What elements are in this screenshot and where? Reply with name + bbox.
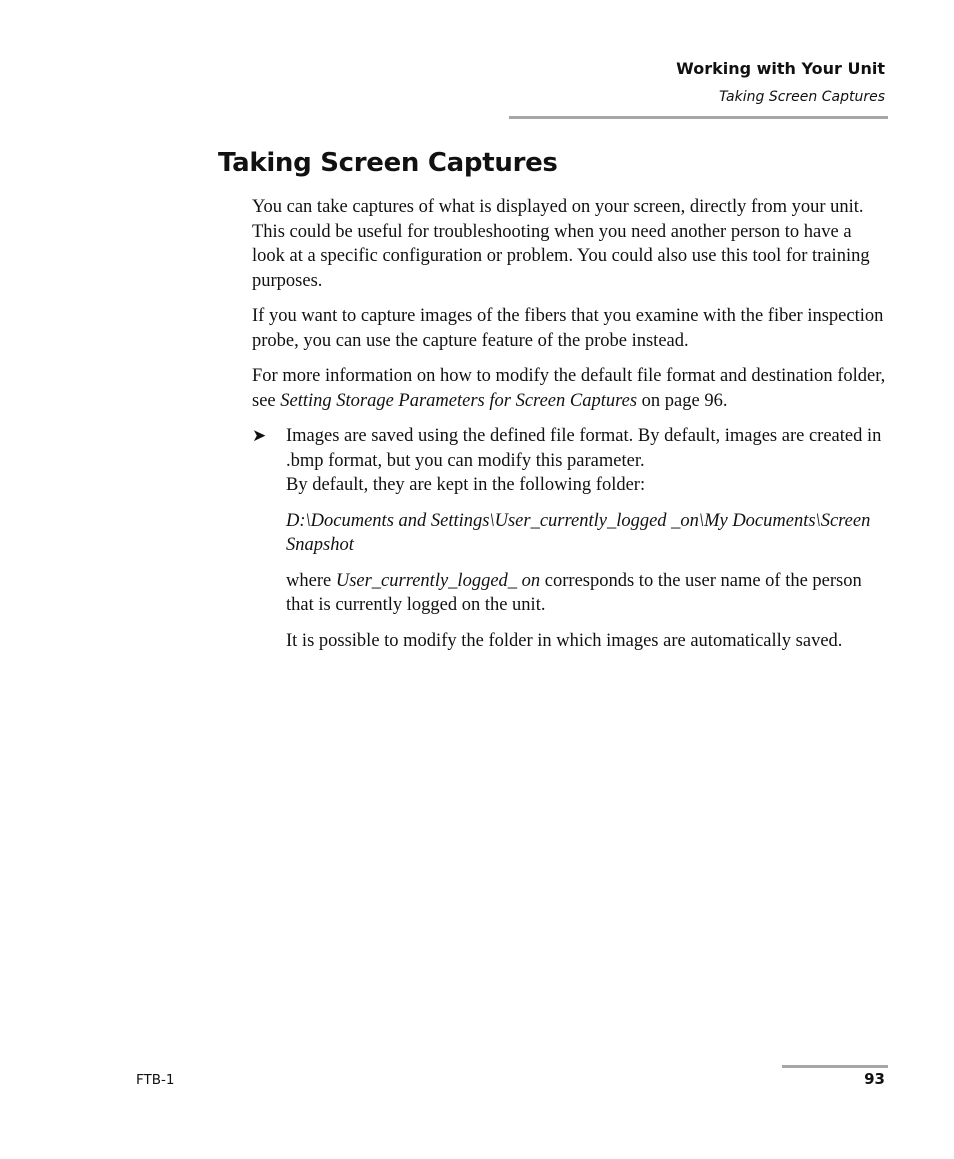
folder-path: D:\Documents and Settings\User_currently_logged _on\My Documents\Screen Snapshot <box>286 510 871 555</box>
where-paragraph <box>286 569 888 618</box>
body-content <box>252 195 888 664</box>
page-number: 93 <box>864 1070 885 1088</box>
more-info-text: For more information on how to modify the default file format and destination folder, see <box>252 366 886 411</box>
probe-paragraph: If you want to capture images of the fibers that you examine with the fiber inspection probe, you can use the capture feature of the probe instead. <box>252 306 884 351</box>
intro-paragraph: You can take captures of what is displayed on your screen, directly from your unit. This could be useful for troubleshooting when you need another person to have a look at a specific configuration or problem. You could also use this tool for training purposes. <box>252 197 870 291</box>
default-folder-text: By default, they are kept in the following folder: <box>286 475 646 495</box>
running-header <box>676 58 885 108</box>
cross-reference-link[interactable]: Setting Storage Parameters for Screen Captures <box>280 390 638 411</box>
modify-folder-paragraph: It is possible to modify the folder in which images are automatically saved. <box>286 630 843 651</box>
bullet-text <box>286 424 888 498</box>
more-info-page: on page 96. <box>637 390 728 411</box>
header-rule <box>509 116 888 119</box>
more-info-paragraph <box>252 364 888 413</box>
page-title: Taking Screen Captures <box>218 148 558 178</box>
where-explanation: corresponds to the user name of the person that is currently logged on the unit. <box>286 570 862 615</box>
user-term: User_currently_logged_ on <box>335 570 541 591</box>
arrow-bullet-icon: ➤ <box>252 426 267 446</box>
document-code: FTB-1 <box>136 1072 175 1088</box>
file-format-text: Images are saved using the defined file format. By default, images are created in .bmp format, but you can modify this parameter. <box>286 426 882 471</box>
section-title: Taking Screen Captures <box>718 89 885 105</box>
chapter-title: Working with Your Unit <box>676 59 885 78</box>
bullet-item <box>252 424 888 653</box>
where-text: where <box>286 570 336 591</box>
footer-rule <box>782 1065 888 1068</box>
